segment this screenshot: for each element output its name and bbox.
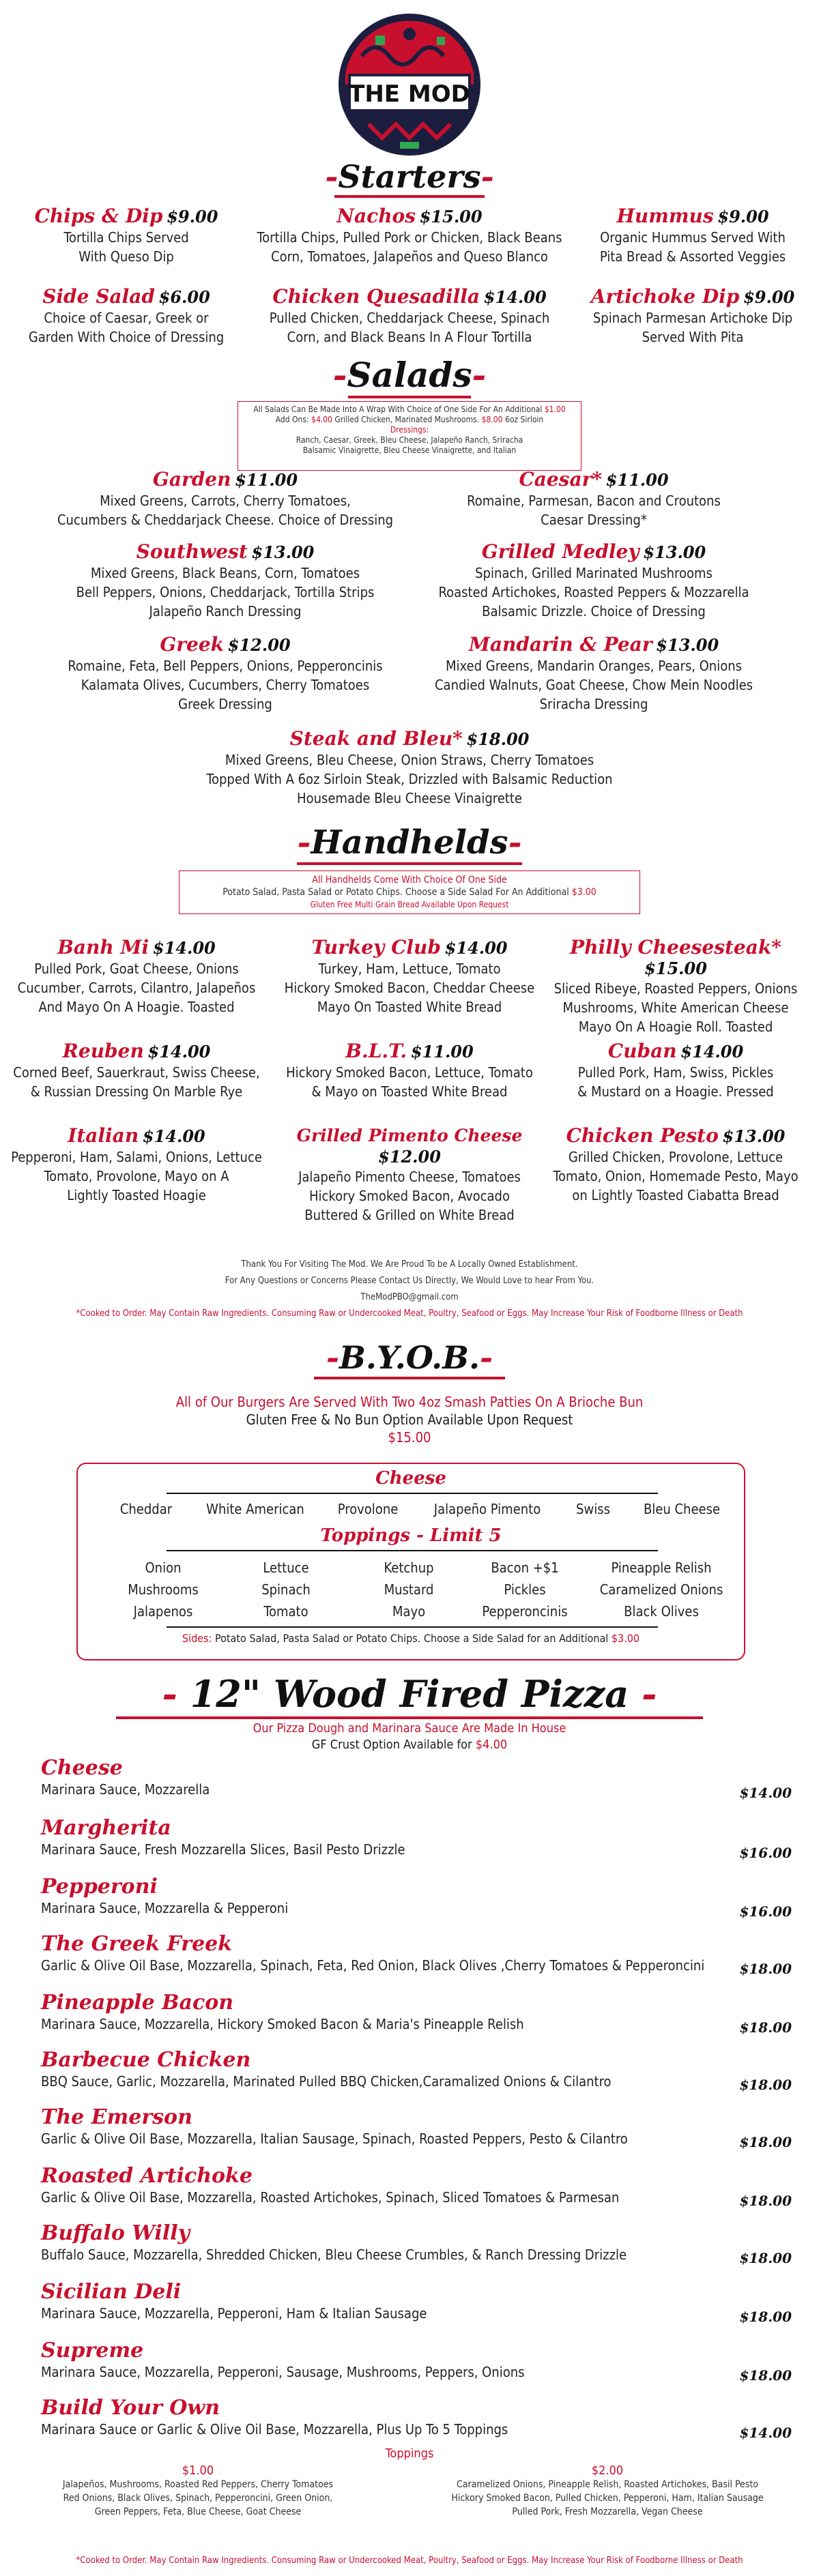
thank-you-note: Thank You For Visiting The Mod. We Are Proud To be A Locally Owned Establishment. For Any Questions or Concerns Please Contact Us Directly, We Would Love to hear From You. TheModPBO@gmail.com *Cooked to Order. May Contain Raw Ingredients. Consuming Raw or Undercooked Meat, Poultry, Seafood or Eggs. May Increase Your Risk of Foodborne Illness or Death — [76, 1259, 743, 1319]
pizza-toppings-2-dollar: $2.00 Caramelized Onions, Pineapple Relish, Roasted Artichokes, Basil Pesto Hickory Smoked Bacon, Pulled Chicken, Pepperoni, Ham, Italian Sausage Pulled Pork, Fresh Mozzarella, Vegan Cheese — [451, 2463, 764, 2517]
byob-info: All of Our Burgers Are Served With Two 4oz Smash Patties On A Brioche Bun Gluten Free & No Bun Option Available Upon Request $15.00 — [175, 1394, 644, 1446]
pizza-item: Margherita Marinara Sauce, Fresh Mozzarella Slices, Basil Pesto Drizzle $16.00 — [41, 1816, 792, 1861]
handheld-item: Cuban $14.00 Pulled Pork, Ham, Swiss, Pickles & Mustard on a Hoagie. Pressed — [577, 1040, 774, 1100]
salad-item: Mandarin & Pear $13.00 Mixed Greens, Mandarin Oranges, Pears, Onions Candied Walnuts, Goat Cheese, Chow Mein Noodles Sriracha Dressing — [434, 633, 753, 712]
the-mod-logo — [334, 8, 485, 165]
pizza-item: Build Your Own Marinara Sauce or Garlic & Olive Oil Base, Mozzarella, Plus Up To 5 Toppings $14.00 — [41, 2396, 792, 2441]
handheld-item: Banh Mi $14.00 Pulled Pork, Goat Cheese, Onions Cucumber, Carrots, Cilantro, Jalapeños And Mayo On A Hoagie. Toasted — [17, 936, 256, 1015]
toppings-column: Onion Mushrooms Jalapenos — [128, 1560, 199, 1620]
starter-item: Chips & Dip $9.00 Tortilla Chips Served With Queso Dip — [34, 205, 218, 265]
toppings-column: Bacon +$1 Pickles Pepperoncinis — [482, 1560, 568, 1620]
handheld-item: Italian $14.00 Pepperoni, Ham, Salami, Onions, Lettuce Tomato, Provolone, Mayo on A Lightly Toasted Hoagie — [11, 1124, 262, 1203]
pizza-item: The Emerson Garlic & Olive Oil Base, Mozzarella, Italian Sausage, Spinach, Roasted Peppers, Pesto & Cilantro $18.00 — [41, 2105, 792, 2150]
pizza-toppings-1-dollar: $1.00 Jalapeños, Mushrooms, Roasted Red Peppers, Cherry Tomatoes Red Onions, Black Olives, Spinach, Pepperoncini, Green Onion, Green Peppers, Feta, Blue Cheese, Goat Cheese — [62, 2463, 334, 2517]
logo-text: THE MOD — [349, 80, 470, 108]
salad-item: Garden $11.00 Mixed Greens, Carrots, Cherry Tomatoes, Cucumbers & Cheddarjack Cheese. Choice of Dressing — [57, 468, 394, 528]
salad-item: Southwest $13.00 Mixed Greens, Black Beans, Corn, Tomatoes Bell Peppers, Onions, Cheddarjack, Tortilla Strips Jalapeño Ranch Dressing — [76, 540, 375, 619]
starter-item: Side Salad $6.00 Choice of Caesar, Greek or Garden With Choice of Dressing — [28, 285, 225, 345]
byob-sides: Sides: Potato Salad, Pasta Salad or Potato Chips. Choose a Side Salad for an Additional $3.00 — [182, 1632, 640, 1645]
handhelds-note-box: All Handhelds Come With Choice Of One Side Potato Salad, Pasta Salad or Potato Chips. Choose a Side Salad For An Additional $3.00 Gluten Free Multi Grain Bread Available Upon Request — [179, 870, 640, 914]
toppings-column: Ketchup Mustard Mayo — [384, 1560, 434, 1620]
pizza-item: Sicilian Deli Marinara Sauce, Mozzarella, Pepperoni, Ham & Italian Sausage $18.00 — [41, 2280, 792, 2325]
salad-item: Steak and Bleu* $18.00 Mixed Greens, Bleu Cheese, Onion Straws, Cherry Tomatoes Topped With A 6oz Sirloin Steak, Drizzled with Balsamic Reduction Housemade Bleu Cheese Vinaigrette — [206, 727, 613, 806]
handhelds-heading: -Handhelds- — [0, 823, 819, 865]
pizza-footer-note: *Cooked to Order. May Contain Raw Ingredients. Consuming Raw or Undercooked Meat, Poultry, Seafood or Eggs. May Increase Your Risk of Foodborne Illness or Death — [76, 2556, 743, 2566]
cheese-option: Bleu Cheese — [643, 1501, 721, 1517]
pizza-info: Our Pizza Dough and Marinara Sauce Are Made In House GF Crust Option Available for $4.00 — [253, 1721, 566, 1752]
cheese-option: Cheddar — [119, 1501, 173, 1517]
cheese-option: White American — [206, 1501, 304, 1517]
salad-item: Greek $12.00 Romaine, Feta, Bell Peppers, Onions, Pepperoncinis Kalamata Olives, Cucumbers, Cherry Tomatoes Greek Dressing — [68, 633, 383, 712]
pizza-item: Cheese Marinara Sauce, Mozzarella $14.00 — [41, 1756, 792, 1801]
byob-box — [76, 1463, 745, 1660]
handheld-item: B.L.T. $11.00 Hickory Smoked Bacon, Lettuce, Tomato & Mayo on Toasted White Bread — [286, 1040, 533, 1100]
cheese-option: Provolone — [337, 1501, 399, 1517]
cheese-option: Jalapeño Pimento — [433, 1501, 541, 1517]
starter-item: Artichoke Dip $9.00 Spinach Parmesan Artichoke Dip Served With Pita — [590, 285, 795, 345]
starter-item: Nachos $15.00 Tortilla Chips, Pulled Pork or Chicken, Black Beans Corn, Tomatoes, Jalapeños and Queso Blanco — [257, 205, 562, 265]
pizza-item: Pepperoni Marinara Sauce, Mozzarella & Pepperoni $16.00 — [41, 1875, 792, 1920]
handheld-item: Reuben $14.00 Corned Beef, Sauerkraut, Swiss Cheese, & Russian Dressing On Marble Rye — [13, 1040, 260, 1100]
pizza-heading: - 12" Wood Fired Pizza - — [0, 1671, 819, 1719]
starters-heading: -Starters- — [0, 158, 819, 198]
pizza-item: Barbecue Chicken BBQ Sauce, Garlic, Mozzarella, Marinated Pulled BBQ Chicken,Caramalized Onions & Cilantro $18.00 — [41, 2048, 792, 2093]
toppings-column: Pineapple Relish Caramelized Onions Black Olives — [599, 1560, 723, 1620]
pizza-item: Pineapple Bacon Marinara Sauce, Mozzarella, Hickory Smoked Bacon & Maria's Pineapple Relish $18.00 — [41, 1991, 792, 2036]
salads-note-box: All Salads Can Be Made Into A Wrap With Choice of One Side For An Additional $1.00 Add Ons: $4.00 Grilled Chicken, Marinated Mushrooms. $8.00 6oz Sirloin Dressings: Ranch, Caesar, Greek, Bleu Cheese, Jalapeño Ranch, Sriracha Balsamic Vinaigrette, Bleu Cheese Vinaigrette, and Italian — [238, 401, 581, 471]
pizza-item: The Greek Freek Garlic & Olive Oil Base, Mozzarella, Spinach, Feta, Red Onion, Black Olives ,Cherry Tomatoes & Pepperoncini $18.00 — [41, 1932, 792, 1977]
handheld-item: Grilled Pimento Cheese $12.00 Jalapeño Pimento Cheese, Tomatoes Hickory Smoked Bacon, Avocado Buttered & Grilled on White Bread — [296, 1126, 523, 1223]
pizza-item: Roasted Artichoke Garlic & Olive Oil Base, Mozzarella, Roasted Artichokes, Spinach, Sliced Tomatoes & Parmesan $18.00 — [41, 2164, 792, 2209]
cheese-option: Swiss — [576, 1501, 610, 1517]
pizza-toppings-heading: Toppings — [385, 2446, 434, 2461]
pizza-item: Supreme Marinara Sauce, Mozzarella, Pepperoni, Sausage, Mushrooms, Peppers, Onions $18.00 — [41, 2339, 792, 2384]
handheld-item: Philly Cheesesteak* $15.00 Sliced Ribeye, Roasted Peppers, Onions Mushrooms, White American Cheese Mayo On A Hoagie Roll. Toasted — [554, 936, 798, 1035]
handheld-item: Chicken Pesto $13.00 Grilled Chicken, Provolone, Lettuce Tomato, Onion, Homemade Pesto, Mayo on Lightly Toasted Ciabatta Bread — [553, 1124, 799, 1203]
salad-item: Caesar* $11.00 Romaine, Parmesan, Bacon and Croutons Caesar Dressing* — [467, 468, 721, 528]
pizza-item: Buffalo Willy Buffalo Sauce, Mozzarella, Shredded Chicken, Bleu Cheese Crumbles, & Ranch Dressing Drizzle $18.00 — [41, 2221, 792, 2266]
salad-item: Grilled Medley $13.00 Spinach, Grilled Marinated Mushrooms Roasted Artichokes, Roasted Peppers & Mozzarella Balsamic Drizzle. Choice of Dressing — [438, 540, 749, 619]
handheld-item: Turkey Club $14.00 Turkey, Ham, Lettuce, Tomato Hickory Smoked Bacon, Cheddar Cheese Mayo On Toasted White Bread — [284, 936, 535, 1015]
byob-heading: -B.Y.O.B.- — [0, 1338, 819, 1379]
cheese-heading: Cheese — [375, 1468, 446, 1489]
toppings-heading: Toppings - Limit 5 — [320, 1525, 502, 1546]
salads-heading: -Salads- — [0, 355, 819, 398]
starter-item: Chicken Quesadilla $14.00 Pulled Chicken, Cheddarjack Cheese, Spinach Corn, and Black Beans In A Flour Tortilla — [269, 285, 550, 345]
starter-item: Hummus $9.00 Organic Hummus Served With Pita Bread & Assorted Veggies — [599, 205, 786, 265]
toppings-column: Lettuce Spinach Tomato — [261, 1560, 311, 1620]
